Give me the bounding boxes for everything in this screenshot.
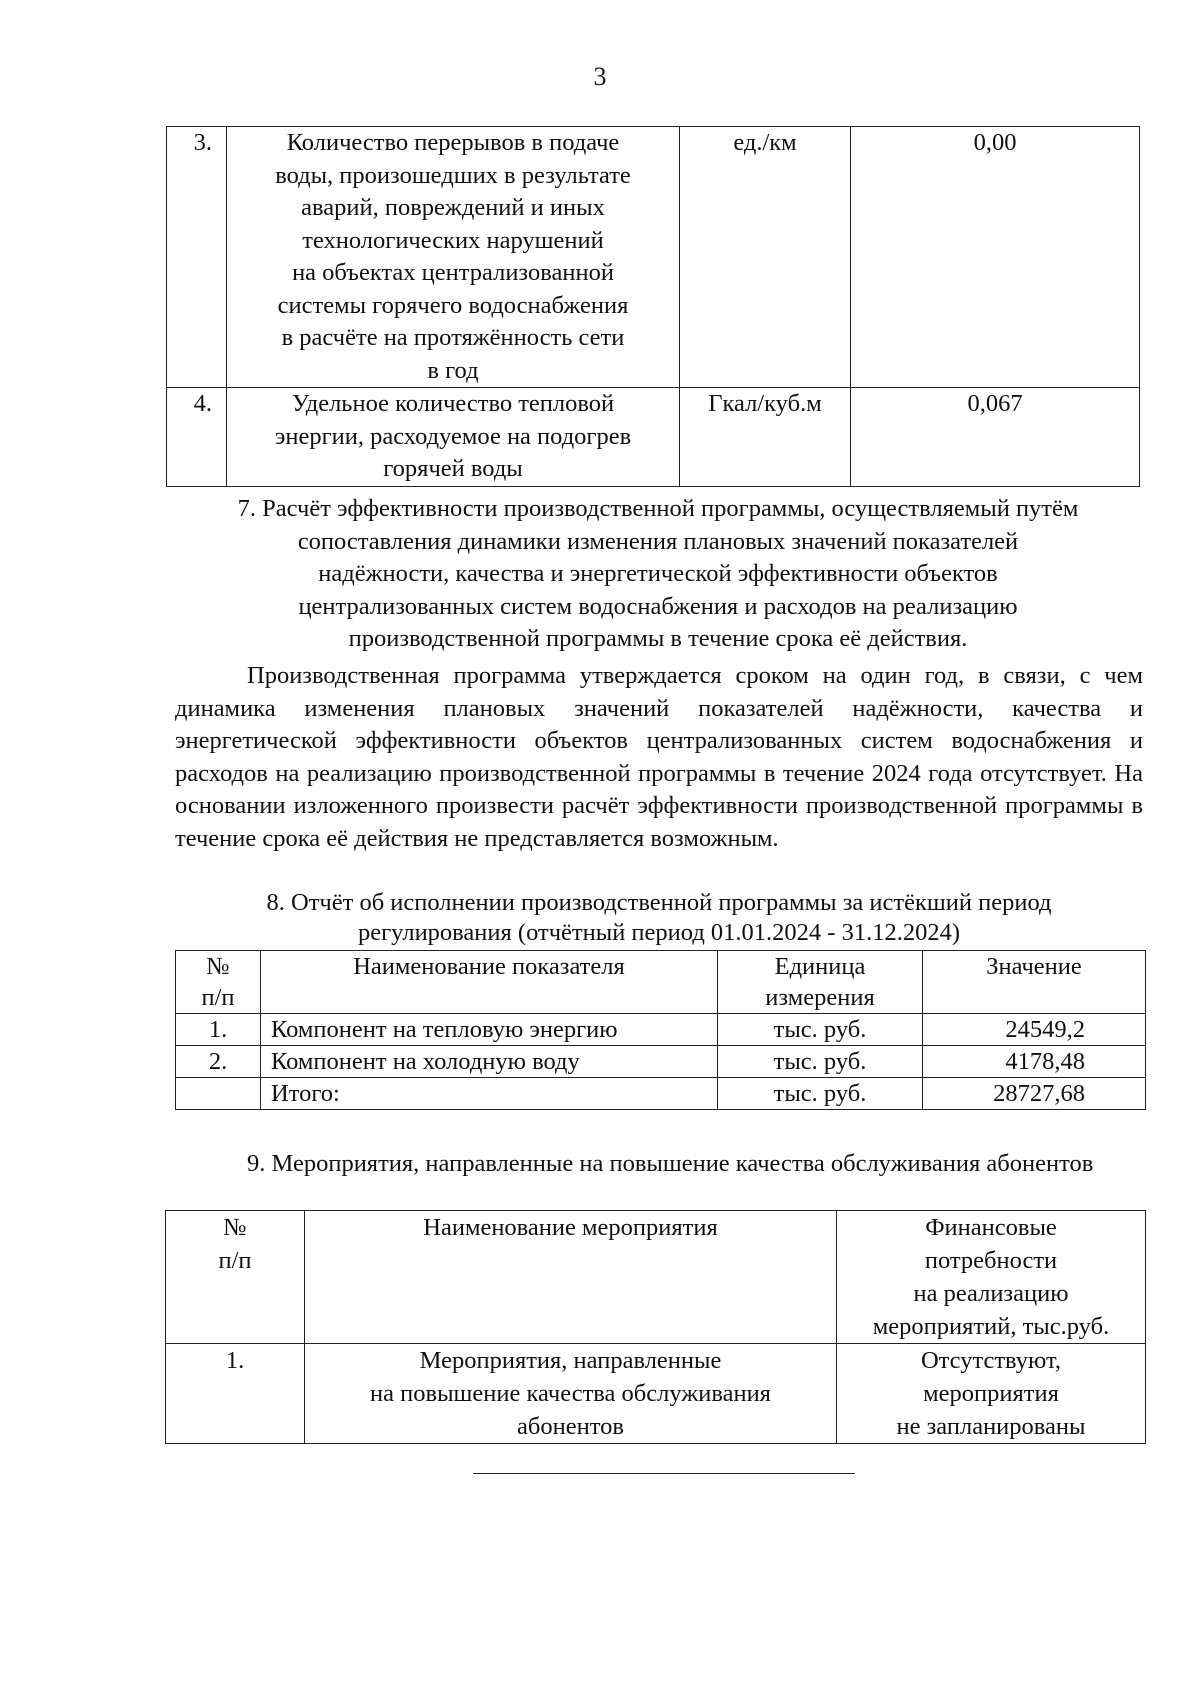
row-name: Итого: <box>261 1078 718 1110</box>
header-line: п/п <box>218 1247 252 1274</box>
indicator-name <box>227 127 680 388</box>
header-name: Наименование мероприятия <box>305 1211 837 1344</box>
header-line: потребности <box>924 1247 1058 1274</box>
text-line: энергии, расходуемое на подогрев <box>274 422 632 450</box>
table-row <box>167 388 1140 487</box>
text-line: мероприятия <box>923 1380 1059 1407</box>
table-row <box>176 1014 1146 1046</box>
row-value: 4178,48 <box>923 1046 1146 1078</box>
text-line: на повышение качества обслуживания <box>370 1380 771 1407</box>
text-line: Количество перерывов в подаче <box>286 129 620 156</box>
header-line: Единица <box>774 953 866 980</box>
header-line: измерения <box>765 984 875 1011</box>
header-line: № <box>223 1214 247 1241</box>
text-line: Удельное количество тепловой <box>291 390 615 417</box>
row-number: 4. <box>167 388 227 487</box>
row-number: 3. <box>167 127 227 388</box>
table-row <box>176 1046 1146 1078</box>
measures-table <box>165 1210 1146 1444</box>
text-line: в год <box>427 356 479 384</box>
row-number: 1. <box>166 1344 305 1444</box>
indicator-name <box>227 388 680 487</box>
row-number: 2. <box>176 1046 261 1078</box>
row-name <box>305 1344 837 1444</box>
indicator-unit: ед./км <box>680 127 851 388</box>
section-8-heading <box>175 888 1143 948</box>
text-line: абонентов <box>517 1413 624 1440</box>
table-header-row <box>166 1211 1146 1344</box>
page-number: 3 <box>593 62 607 91</box>
row-name: Компонент на холодную воду <box>261 1046 718 1078</box>
section-7-paragraph: Производственная программа утверждается сроком на один год, в связи, с чем динамика изменения плановых значений показателей надёжности, качества и энергетической эффективности объектов централизованных систем водоснабжения и расходов на реализацию производственной программы в течение 2024 года отсутствует. На основании изложенного произвести расчёт эффективности производственной программы в течение срока её действия не представляется возможным. <box>175 662 1143 852</box>
indicator-unit: Гкал/куб.м <box>680 388 851 487</box>
text-line: Мероприятия, направленные <box>419 1347 722 1374</box>
header-line: № <box>206 953 230 980</box>
row-name: Компонент на тепловую энергию <box>261 1014 718 1046</box>
header-name: Наименование показателя <box>261 951 718 1014</box>
heading-line: регулирования (отчётный период 01.01.2024 - 31.12.2024) <box>358 919 960 946</box>
text-line: Отсутствуют, <box>920 1347 1062 1374</box>
indicator-value: 0,067 <box>851 388 1140 487</box>
text-line: горячей воды <box>383 455 523 482</box>
text-line: технологических нарушений <box>302 226 604 254</box>
row-number: 1. <box>176 1014 261 1046</box>
row-unit: тыс. руб. <box>718 1014 923 1046</box>
text-line: воды, произошедших в результате <box>275 161 631 189</box>
text-line: не запланированы <box>896 1413 1086 1440</box>
row-finance <box>837 1344 1146 1444</box>
section-7-heading <box>172 493 1144 656</box>
row-unit: тыс. руб. <box>718 1046 923 1078</box>
text-line: аварий, повреждений и иных <box>301 194 605 221</box>
heading-line: централизованных систем водоснабжения и расходов на реализацию <box>298 592 1018 620</box>
header-line: п/п <box>201 984 235 1011</box>
row-unit: тыс. руб. <box>718 1078 923 1110</box>
header-line: Финансовые <box>925 1214 1057 1241</box>
text-line: на объектах централизованной <box>292 259 614 286</box>
heading-line: сопоставления динамики изменения плановых значений показателей <box>297 527 1019 555</box>
header-num <box>166 1211 305 1344</box>
section-9-heading: 9. Мероприятия, направленные на повышение качества обслуживания абонентов <box>247 1150 1094 1177</box>
header-value: Значение <box>923 951 1146 1014</box>
report-table <box>175 950 1146 1110</box>
heading-line: надёжности, качества и энергетической эффективности объектов <box>318 560 998 587</box>
row-number <box>176 1078 261 1110</box>
row-value: 28727,68 <box>923 1078 1146 1110</box>
header-unit <box>718 951 923 1014</box>
indicators-table <box>166 126 1140 487</box>
table-total-row <box>176 1078 1146 1110</box>
header-finance <box>837 1211 1146 1344</box>
end-rule <box>473 1473 855 1474</box>
header-num <box>176 951 261 1014</box>
heading-line: 7. Расчёт эффективности производственной программы, осуществляемый путём <box>237 495 1079 522</box>
header-line: на реализацию <box>913 1280 1069 1307</box>
table-header-row <box>176 951 1146 1014</box>
row-value: 24549,2 <box>923 1014 1146 1046</box>
text-line: в расчёте на протяжённость сети <box>281 324 625 351</box>
heading-line: производственной программы в течение срока её действия. <box>348 625 968 652</box>
heading-line: 8. Отчёт об исполнении производственной программы за истёкший период <box>266 889 1052 916</box>
table-row <box>166 1344 1146 1444</box>
table-row <box>167 127 1140 388</box>
text-line: системы горячего водоснабжения <box>277 291 629 319</box>
header-line: мероприятий, тыс.руб. <box>872 1313 1110 1340</box>
indicator-value: 0,00 <box>851 127 1140 388</box>
